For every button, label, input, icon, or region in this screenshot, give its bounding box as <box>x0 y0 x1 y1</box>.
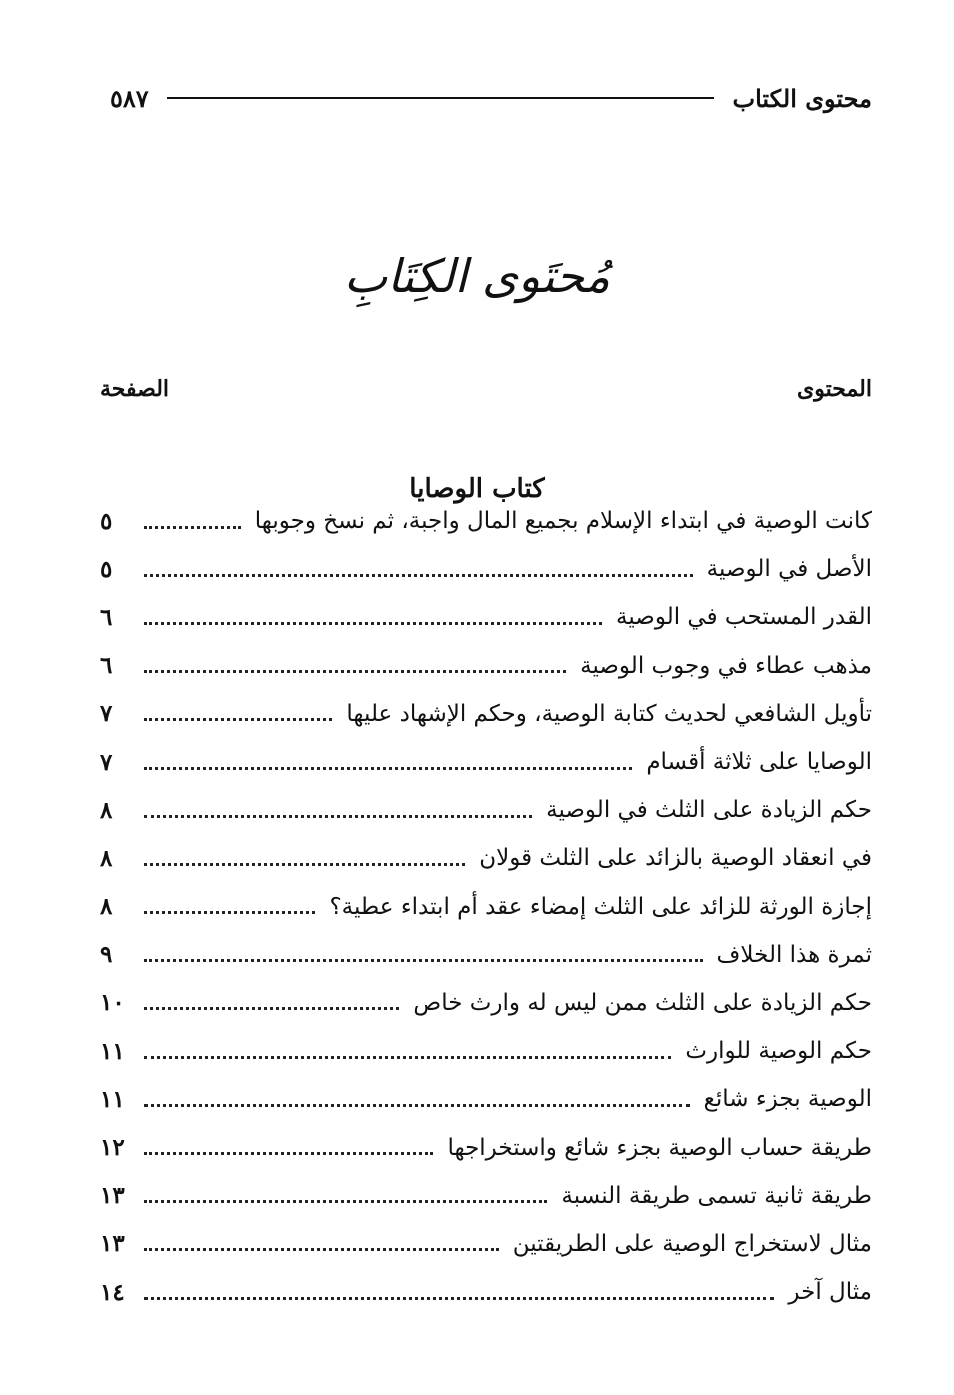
toc-entry-title: إجازة الورثة للزائد على الثلث إمضاء عقد أم ابتداء عطية؟ <box>329 893 872 920</box>
section-title: كتاب الوصايا <box>409 473 545 504</box>
column-header-page: الصفحة <box>100 376 170 402</box>
toc-entry-title: في انعقاد الوصية بالزائد على الثلث قولان <box>479 845 872 872</box>
toc-entry[interactable] <box>100 1075 872 1123</box>
dot-leader <box>144 767 632 770</box>
toc-entry-page-number: ١٤ <box>100 1278 125 1306</box>
toc-entry[interactable] <box>100 1027 872 1075</box>
toc-entry-page-number: ١١ <box>100 1085 125 1113</box>
toc-entry-page-number: ٨ <box>100 796 113 824</box>
toc-entry-title: القدر المستحب في الوصية <box>616 604 872 631</box>
toc-entry[interactable] <box>100 883 872 931</box>
toc-entry[interactable] <box>100 834 872 882</box>
toc-entry-title: مثال آخر <box>788 1279 872 1306</box>
toc-entry-title: تأويل الشافعي لحديث كتابة الوصية، وحكم الإشهاد عليها <box>346 700 872 727</box>
toc-entry-page-number: ١١ <box>100 1037 125 1065</box>
toc-entry[interactable] <box>100 642 872 690</box>
toc-entry-page-number: ٦ <box>100 603 113 631</box>
dot-leader <box>144 718 332 721</box>
toc-entry[interactable] <box>100 1268 872 1316</box>
toc-entry-title: حكم الزيادة على الثلث ممن ليس له وارث خاص <box>413 989 872 1016</box>
dot-leader <box>144 1297 774 1300</box>
running-header-rule <box>167 97 715 99</box>
dot-leader <box>144 1007 399 1010</box>
toc-entry[interactable] <box>100 593 872 641</box>
toc-entry-title: طريقة حساب الوصية بجزء شائع واستخراجها <box>447 1134 872 1161</box>
dot-leader <box>144 911 315 914</box>
toc-entry[interactable] <box>100 931 872 979</box>
toc-entry-title: كانت الوصية في ابتداء الإسلام بجميع المال واجبة، ثم نسخ وجوبها <box>254 508 872 535</box>
dot-leader <box>144 622 602 625</box>
toc-entry[interactable] <box>100 1123 872 1171</box>
toc-entry-page-number: ١٢ <box>100 1134 125 1162</box>
toc-entry-page-number: ١٠ <box>100 989 125 1017</box>
dot-leader <box>144 670 566 673</box>
toc-entry-page-number: ٥ <box>100 507 113 535</box>
column-header-content: المحتوى <box>797 376 872 402</box>
dot-leader <box>144 1056 671 1059</box>
toc-entry[interactable] <box>100 1220 872 1268</box>
toc-entry-page-number: ٦ <box>100 652 113 680</box>
toc-entry-page-number: ٨ <box>100 844 113 872</box>
toc-entry-title: مذهب عطاء في وجوب الوصية <box>580 652 872 679</box>
toc-entry-title: الأصل في الوصية <box>706 556 872 583</box>
column-headers <box>100 372 872 406</box>
toc-entry-page-number: ٧ <box>100 700 113 728</box>
dot-leader <box>144 1248 499 1251</box>
toc-entry-title: الوصية بجزء شائع <box>703 1086 872 1113</box>
toc-entry-title: طريقة ثانية تسمى طريقة النسبة <box>561 1182 872 1209</box>
toc-entry-page-number: ٩ <box>100 941 113 969</box>
toc-entry-title: مثال لاستخراج الوصية على الطريقتين <box>512 1230 872 1257</box>
running-header-page-number: ٥٨٧ <box>110 83 149 113</box>
toc-entry[interactable] <box>100 786 872 834</box>
dot-leader <box>144 815 532 818</box>
toc-list <box>100 497 872 1316</box>
dot-leader <box>144 1104 690 1107</box>
dot-leader <box>144 526 241 529</box>
toc-entry[interactable] <box>100 979 872 1027</box>
dot-leader <box>144 1152 433 1155</box>
page-title: مُحتَوى الكِتَابِ <box>343 248 610 303</box>
toc-entry-title: الوصايا على ثلاثة أقسام <box>646 749 872 776</box>
dot-leader <box>144 959 703 962</box>
toc-entry[interactable] <box>100 690 872 738</box>
toc-entry-title: حكم الزيادة على الثلث في الوصية <box>546 797 872 824</box>
running-header <box>110 78 872 118</box>
running-header-title: محتوى الكتاب <box>732 83 872 113</box>
toc-entry-page-number: ١٣ <box>100 1230 125 1258</box>
toc-entry[interactable] <box>100 545 872 593</box>
toc-entry-title: حكم الوصية للوارث <box>685 1038 872 1065</box>
dot-leader <box>144 574 693 577</box>
toc-entry-page-number: ٥ <box>100 555 113 583</box>
dot-leader <box>144 863 465 866</box>
toc-entry[interactable] <box>100 738 872 786</box>
toc-entry-page-number: ٨ <box>100 893 113 921</box>
toc-entry[interactable] <box>100 1172 872 1220</box>
toc-entry[interactable] <box>100 497 872 545</box>
toc-entry-page-number: ١٣ <box>100 1182 125 1210</box>
dot-leader <box>144 1200 547 1203</box>
toc-entry-page-number: ٧ <box>100 748 113 776</box>
toc-entry-title: ثمرة هذا الخلاف <box>716 941 872 968</box>
